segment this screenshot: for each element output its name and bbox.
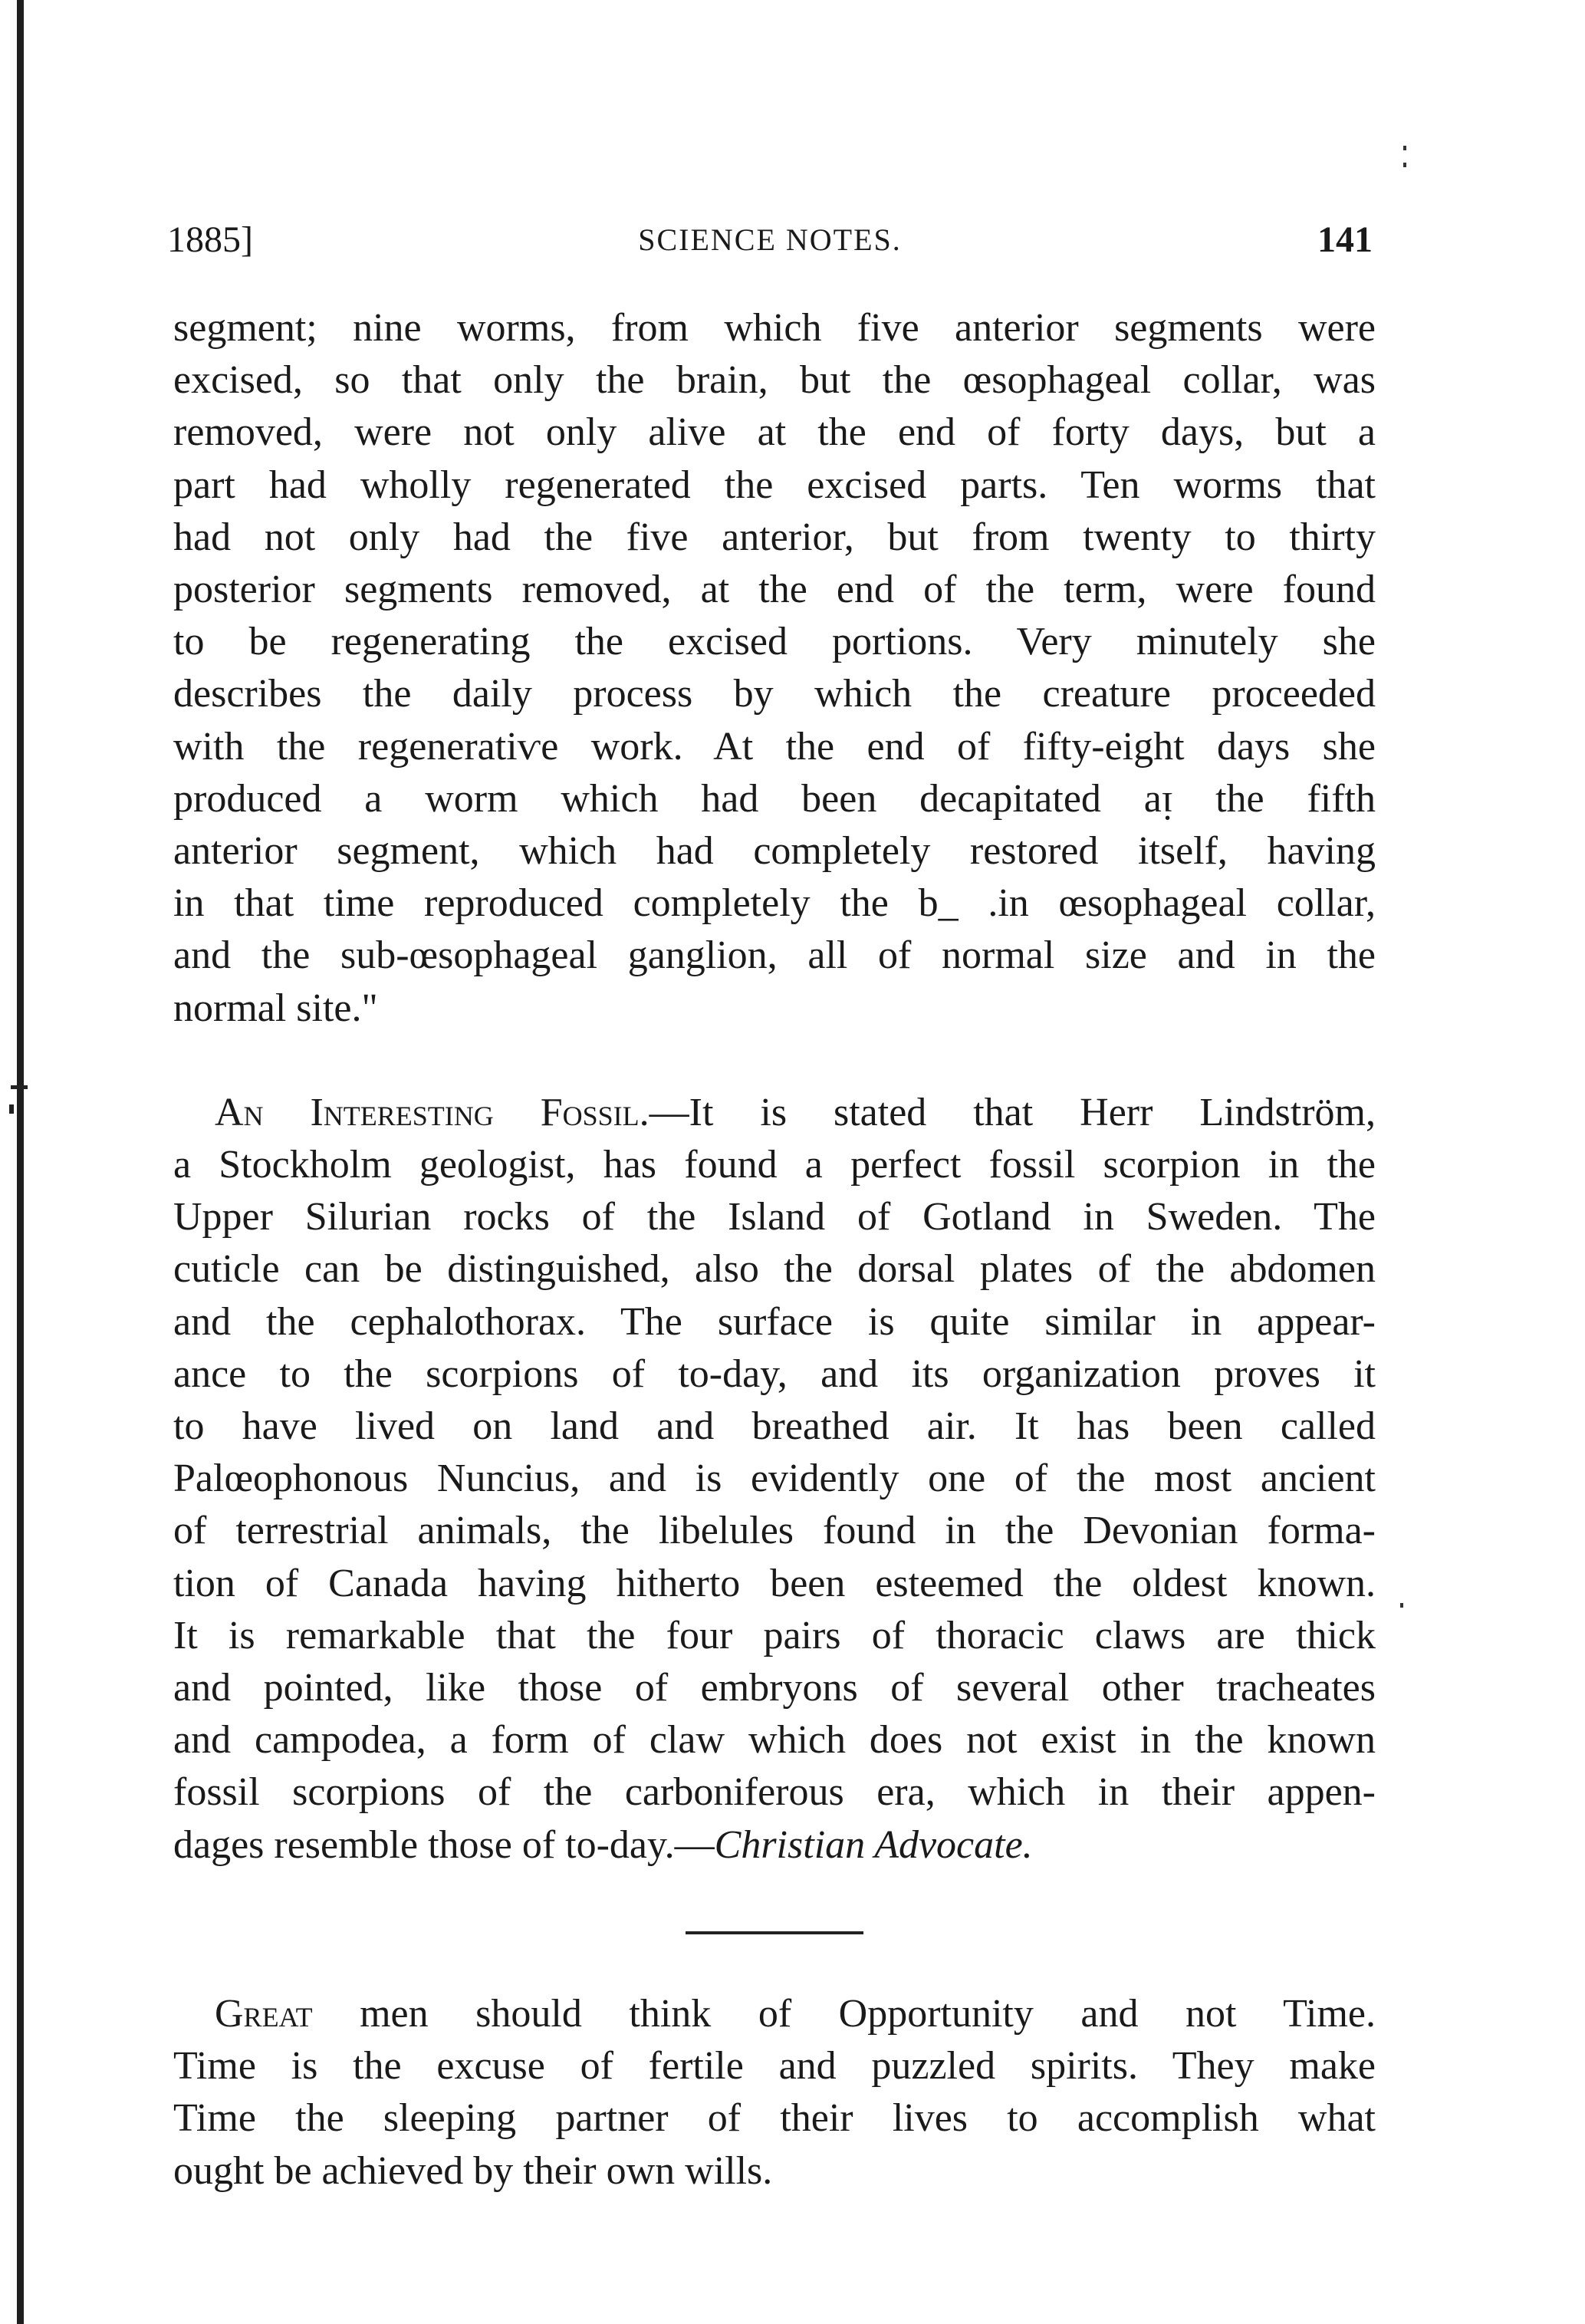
text-line: ance to the scorpions of to-day, and its organization proves it [173, 1351, 1376, 1396]
page-binding-edge [17, 0, 24, 2324]
paragraph-gap [173, 1035, 1376, 1087]
header-year: 1885] [167, 219, 253, 260]
text-line [173, 1819, 1376, 1871]
quote-lead-word: Great [215, 1991, 313, 2036]
text-line: part had wholly regenerated the excised parts. Ten worms that [173, 462, 1376, 507]
page-number: 141 [1317, 219, 1373, 260]
running-title: SCIENCE NOTES. [638, 222, 902, 257]
last-line-text: dages resemble those of to-day.— [173, 1822, 715, 1867]
binding-mark [9, 1104, 14, 1114]
text-line: anterior segment, which had completely restored itself, having [173, 829, 1376, 874]
text-line: of terrestrial animals, the libelules found in the Devonian forma- [173, 1509, 1376, 1553]
margin-speck [1403, 163, 1406, 167]
margin-speck [1403, 146, 1406, 150]
text-line: It is remarkable that the four pairs of thoracic claws are thick [173, 1613, 1376, 1657]
text-line: and campodea, a form of claw which does not exist in the known [173, 1718, 1376, 1763]
text-line: to be regenerating the excised portions. Very minutely she [173, 620, 1376, 664]
text-line: removed, were not only alive at the end of forty days, but a [173, 410, 1376, 455]
text-line: produced a worm which had been decapitated aᴉ the fifth [173, 776, 1376, 821]
text-line: and pointed, like those of embryons of several other tracheates [173, 1666, 1376, 1710]
text-line [173, 1988, 1376, 2040]
margin-speck [1400, 1603, 1403, 1608]
heading-line-rest: —It is stated that Herr Lindström, [649, 1090, 1376, 1134]
text-line: tion of Canada having hitherto been esteemed the oldest known. [173, 1561, 1376, 1605]
binding-mark [11, 1085, 28, 1089]
section-heading: An Interesting Fossil. [215, 1090, 649, 1134]
section-divider [686, 1931, 863, 1934]
text-line: Time is the excuse of fertile and puzzled spirits. They make [173, 2044, 1376, 2089]
text-line: with the regeneratiѵe work. At the end of fifty-eight days she [173, 724, 1376, 769]
article-body [173, 302, 1376, 2197]
quote-line-rest: men should think of Opportunity and not Time. [312, 1991, 1376, 2036]
text-line: posterior segments removed, at the end of the term, were found [173, 568, 1376, 612]
text-line: Upper Silurian rocks of the Island of Gotland in Sweden. The [173, 1195, 1376, 1239]
text-line: to have lived on land and breathed air. It has been called [173, 1404, 1376, 1449]
text-line: excised, so that only the brain, but the œsophageal collar, was [173, 358, 1376, 403]
text-line: and the sub-œsophageal ganglion, all of normal size and in the [173, 933, 1376, 978]
text-line: in that time reproduced completely the b_ .in œsophageal collar, [173, 881, 1376, 926]
text-line: normal site." [173, 986, 378, 1030]
text-line: a Stockholm geologist, has found a perfect fossil scorpion in the [173, 1143, 1376, 1187]
text-line: fossil scorpions of the carboniferous era, which in their appen- [173, 1770, 1376, 1815]
text-line: had not only had the five anterior, but from twenty to thirty [173, 515, 1376, 559]
text-line: describes the daily process by which the creature proceeded [173, 672, 1376, 716]
text-line: cuticle can be distinguished, also the dorsal plates of the abdomen [173, 1247, 1376, 1292]
text-line: Palœophonous Nuncius, and is evidently one of the most ancient [173, 1457, 1376, 1501]
text-line [173, 1087, 1376, 1139]
continuation-paragraph [173, 302, 1376, 1035]
text-line: segment; nine worms, from which five anterior segments were [173, 306, 1376, 350]
page-header [167, 213, 1373, 267]
quote-paragraph [173, 1988, 1376, 2197]
source-citation: Christian Advocate. [714, 1822, 1033, 1867]
text-line: and the cephalothorax. The surface is quite similar in appear- [173, 1299, 1376, 1344]
text-line: ought be achieved by their own wills. [173, 2148, 773, 2193]
text-line: Time the sleeping partner of their lives to accomplish what [173, 2096, 1376, 2141]
fossil-paragraph [173, 1087, 1376, 1871]
